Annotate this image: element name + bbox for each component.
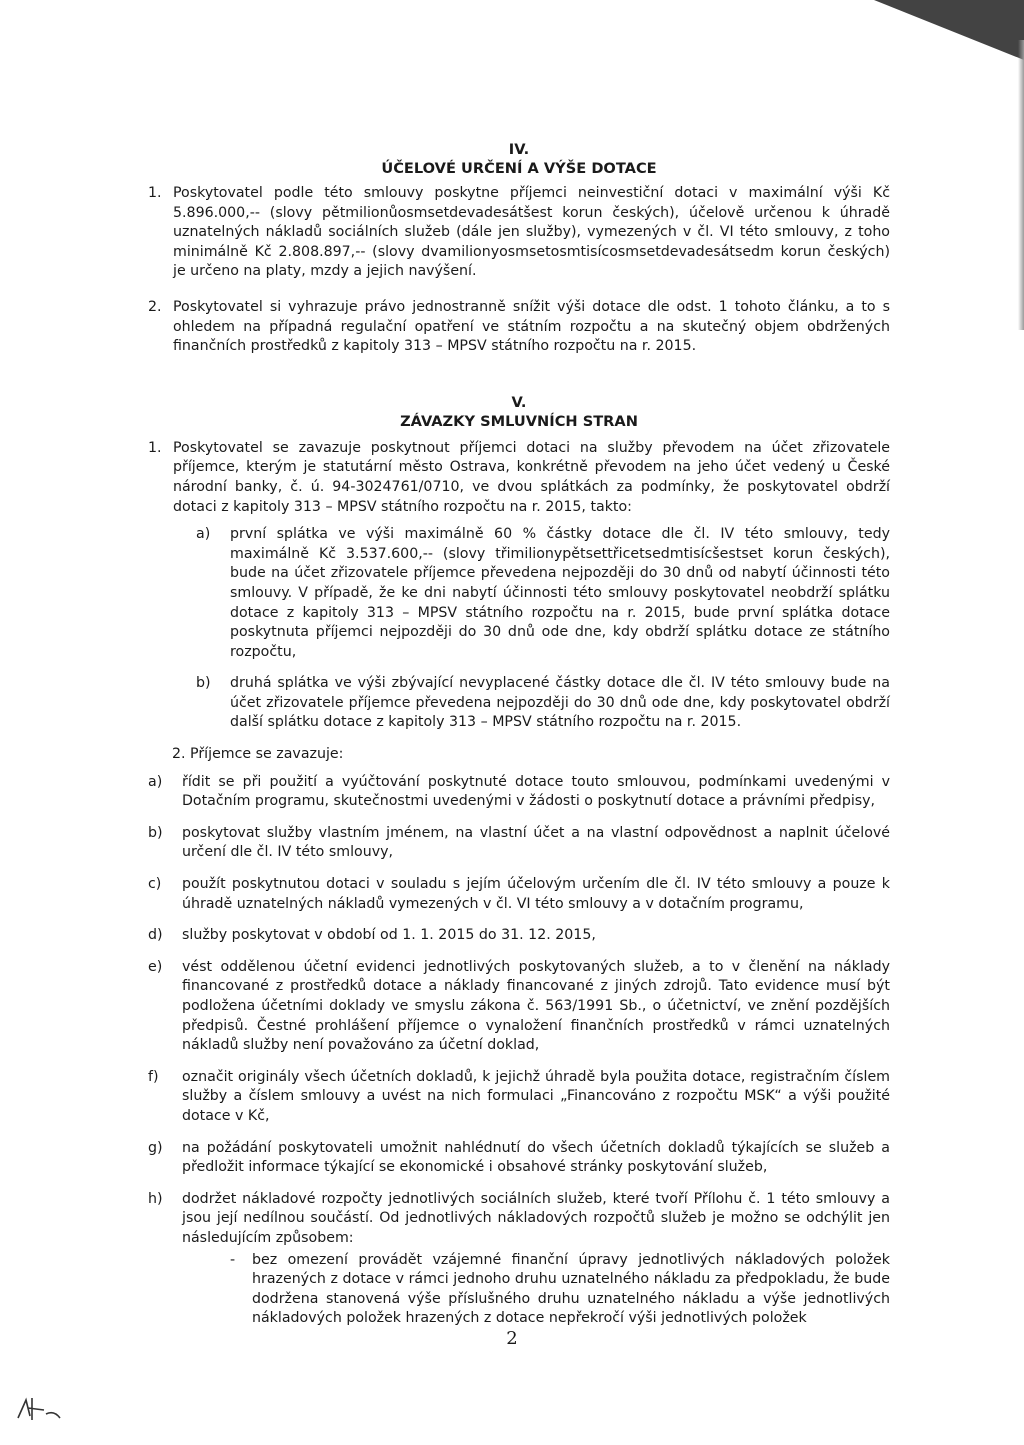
list-item-label: b) bbox=[148, 824, 163, 841]
list-item bbox=[148, 926, 890, 946]
paragraph-text: Poskytovatel se zavazuje poskytnout příjemci dotaci na služby převodem na účet zřizovatele příjemce, kterým je statutární město Ostrava, konkrétně převodem na jeho účet vedený u České národní banky, č. ú. 94-3024761/0710, ve dvou splátkách za podmínky, že poskytovatel obdrží dotaci z kapitoly 313 – MPSV státního rozpočtu na r. 2015, takto: bbox=[173, 439, 890, 515]
list-item-label: a) bbox=[148, 773, 163, 790]
list-item bbox=[148, 958, 890, 1056]
paragraph bbox=[148, 298, 890, 357]
dash-list-item-label: - bbox=[230, 1251, 236, 1268]
list-item bbox=[148, 773, 890, 812]
handwritten-initials-icon bbox=[8, 1388, 68, 1428]
list-item-text: vést oddělenou účetní evidenci jednotlivých poskytovaných služeb, a to v členění na náklady financované z prostředků dotace a náklady financované z jiných zdrojů. Tato evidence musí být podložena účetními doklady ve smyslu zákona č. 563/1991 Sb., o účetnictví, ve znění pozdějších předpisů. Čestné prohlášení příjemce o vynaložení finančních prostředků v rámci uznatelných nákladů služby není považováno za účetní doklad, bbox=[182, 958, 890, 1054]
list-item-text: označit originály všech účetních dokladů, k jejichž úhradě byla použita dotace, registračním číslem služby a číslem smlouvy a uvést na nich formulaci „Financováno z rozpočtu MSK“ a výši použité dotace v Kč, bbox=[182, 1068, 890, 1124]
list-item bbox=[196, 525, 890, 662]
list-item-label: h) bbox=[148, 1190, 163, 1207]
scan-edge-shadow bbox=[1018, 40, 1024, 330]
list-item bbox=[148, 1068, 890, 1127]
section-title: ZÁVAZKY SMLUVNÍCH STRAN bbox=[400, 412, 638, 430]
dash-list-item bbox=[230, 1251, 890, 1329]
list-item-label: c) bbox=[148, 876, 162, 893]
list-item bbox=[148, 875, 890, 914]
paragraph-text: Poskytovatel si vyhrazuje právo jednostranně snížit výši dotace dle odst. 1 tohoto článku, a to s ohledem na případná regulační opatření ve státním rozpočtu a na skutečný objem obdržených finančních prostředků z kapitoly 313 – MPSV státního rozpočtu na r. 2015. bbox=[173, 298, 890, 355]
list-item-text: na požádání poskytovateli umožnit nahlédnutí do všech účetních dokladů týkajících se služeb a předložit informace týkající se ekonomické i obsahové stránky poskytování služeb, bbox=[182, 1139, 890, 1176]
section-title: ÚČELOVÉ URČENÍ A VÝŠE DOTACE bbox=[381, 160, 657, 177]
paragraph bbox=[148, 184, 890, 282]
paragraph-text: Poskytovatel podle této smlouvy poskytne příjemci neinvestiční dotaci v maximální výši Kč 5.896.000,-- (slovy pětmilionůosmsetdevadesátšest korun českých), účelově určenou k úhradě uznatelných nákladů sociálních služeb (dále jen služby), vymezených v čl. VI této smlouvy, z toho minimálně Kč 2.808.897,-- (slovy dvamilionyosmsetosmtisícosmsetdevadesátsedm korun českých) je určeno na platy, mzdy a jejich navýšení. bbox=[173, 185, 890, 280]
list-item-label: f) bbox=[148, 1068, 159, 1085]
list-item-label: g) bbox=[148, 1139, 163, 1156]
list-item-text: první splátka ve výši maximálně 60 % částky dotace dle čl. IV této smlouvy, tedy maximálně Kč 3.537.600,-- (slovy třimilionypětsettřicetsedmtisícšestset korun českých), bude na účet zřizovatele příjemce převedena nejpozději do 30 dnů od nabytí účinnosti této smlouvy. V případě, že ke dni nabytí účinnosti této smlouvy poskytovatel neobdrží splátku dotace z kapitoly 313 – MPSV státního rozpočtu na r. 2015, bude první splátka dotace poskytnuta příjemci nejpozději do 30 dnů ode dne, kdy obdrží splátku dotace ze státního rozpočtu, bbox=[230, 526, 890, 660]
scan-corner-shadow bbox=[874, 0, 1024, 60]
dash-list-item-text: bez omezení provádět vzájemné finanční úpravy jednotlivých nákladových položek hrazených z dotace v rámci jednoho druhu uznatelného nákladu za předpokladu, že bude dodržena stanovená výše příslušného druhu uznatelného nákladu a výše jednotlivých nákladových položek hrazených z dotace nepřekročí výši jednotlivých položek bbox=[252, 1251, 890, 1327]
list-item bbox=[148, 824, 890, 863]
document-body bbox=[148, 140, 890, 1329]
list-item-label: a) bbox=[196, 526, 211, 543]
list-item-label: d) bbox=[148, 927, 163, 944]
list-item-text: dodržet nákladové rozpočty jednotlivých sociálních služeb, které tvoří Přílohu č. 1 této smlouvy a jsou její nedílnou součástí. Od jednotlivých nákladových rozpočtů služeb je možno se odchýlit jen následujícím způsobem: bbox=[182, 1190, 890, 1246]
list-item-text: druhá splátka ve výši zbývající nevyplacené částky dotace dle čl. IV této smlouvy bude na účet zřizovatele příjemce převedena nejpozději do 30 dnů ode dne, kdy poskytovatel obdrží další splátku dotace z kapitoly 313 – MPSV státního rozpočtu na r. 2015. bbox=[230, 675, 890, 731]
list-item bbox=[148, 1190, 890, 1249]
paragraph-number: 2. bbox=[148, 298, 162, 315]
list-item-text: použít poskytnutou dotaci v souladu s jejím účelovým určením dle čl. IV této smlouvy a pouze k úhradě uznatelných nákladů vymezených v čl. VI této smlouvy a v dotačním programu, bbox=[182, 876, 890, 912]
list-item-text: poskytovat služby vlastním jménem, na vlastní účet a na vlastní odpovědnost a naplnit účelové určení dle čl. IV této smlouvy, bbox=[182, 824, 890, 861]
section-number: IV. bbox=[508, 141, 530, 158]
list-item-label: e) bbox=[148, 958, 163, 975]
list-item-text: řídit se při použití a vyúčtování poskytnuté dotace touto smlouvou, podmínkami uvedenými v Dotačním programu, skutečnostmi uvedenými v žádosti o poskytnutí dotace a právními předpisy, bbox=[182, 773, 890, 810]
list-item-text: služby poskytovat v období od 1. 1. 2015 do 31. 12. 2015, bbox=[182, 927, 596, 944]
section-number: V. bbox=[511, 393, 527, 411]
list-item bbox=[148, 1139, 890, 1178]
page-number: 2 bbox=[506, 1328, 518, 1349]
list-item bbox=[196, 674, 890, 733]
paragraph-number: 1. bbox=[148, 439, 162, 456]
paragraph-number: 1. bbox=[148, 185, 162, 201]
paragraph-heading: 2. Příjemce se zavazuje: bbox=[172, 746, 344, 763]
paragraph bbox=[148, 439, 890, 517]
list-item-label: b) bbox=[196, 675, 211, 692]
